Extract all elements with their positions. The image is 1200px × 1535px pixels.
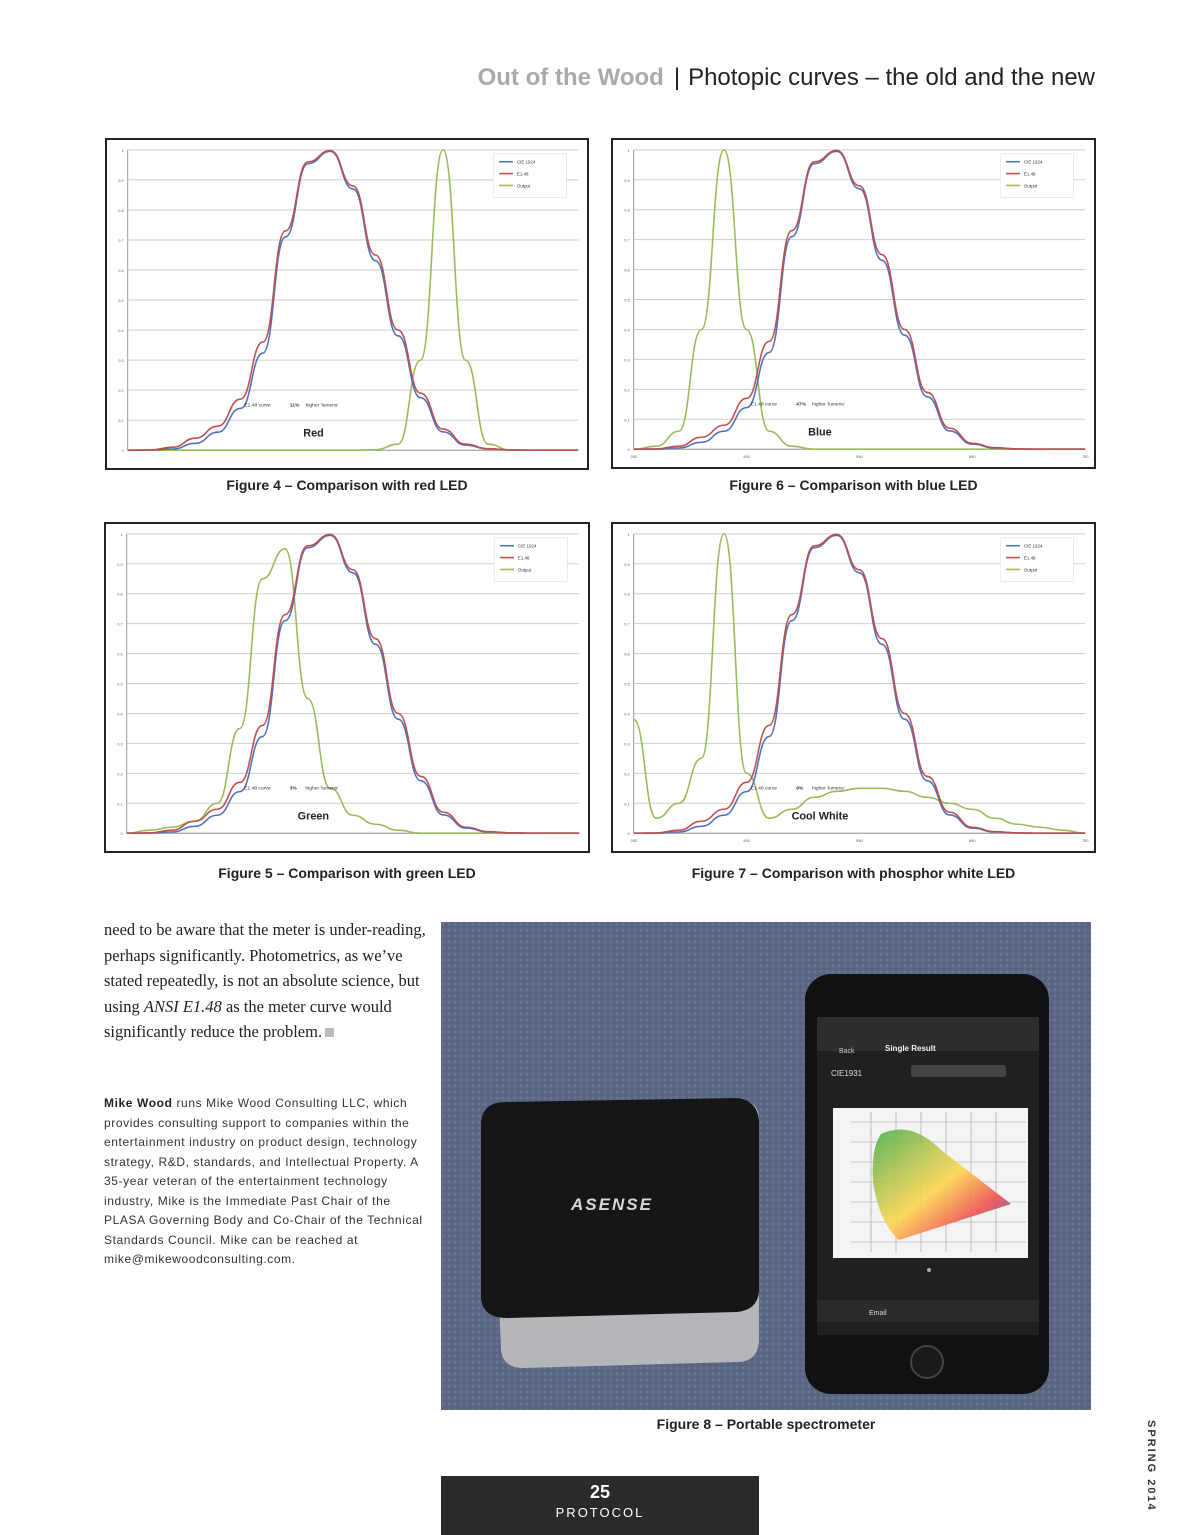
y-tick-label: 0 <box>120 831 123 837</box>
x-tick-label: 650 <box>969 838 976 844</box>
y-tick-label: 1 <box>627 147 630 153</box>
annotation-curve: E1.48 curve <box>750 402 778 408</box>
x-tick-label: 450 <box>743 454 750 460</box>
y-tick-label: 0.6 <box>117 651 123 657</box>
annotation-percent: 11% <box>289 403 300 409</box>
spectrometer-device <box>481 1098 759 1368</box>
x-tick-label: 550 <box>856 454 863 460</box>
y-tick-label: 0.1 <box>624 801 630 807</box>
chart-svg-blue <box>613 140 1094 467</box>
y-tick-label: 0.7 <box>118 237 124 243</box>
y-tick-label: 1 <box>121 147 124 153</box>
caption-figure-4: Figure 4 – Comparison with red LED <box>226 477 468 493</box>
header-separator: | <box>673 64 681 91</box>
y-tick-label: 0.4 <box>117 711 123 717</box>
phone-email-button: Email <box>869 1310 887 1317</box>
chart-annotation-label: Red <box>303 427 324 440</box>
y-tick-label: 0.4 <box>118 328 124 334</box>
page-header <box>478 64 1095 92</box>
annotation-tail: higher 'lumens' <box>812 786 845 792</box>
x-tick-label: 750 <box>1081 838 1089 844</box>
smartphone <box>805 974 1049 1394</box>
legend-label: Output <box>517 567 532 573</box>
page-footer <box>441 1476 759 1535</box>
annotation-percent: 47% <box>796 402 807 408</box>
y-tick-label: 0.9 <box>117 561 123 567</box>
annotation-percent: 9% <box>796 786 804 792</box>
article-title: Photopic curves – the old and the new <box>688 64 1095 91</box>
chart-figure-4 <box>105 138 589 470</box>
issue-side-label: SPRING 2014 <box>1145 1420 1157 1512</box>
legend-label: E1.48 <box>1023 555 1036 561</box>
y-tick-label: 0.2 <box>117 771 123 777</box>
caption-figure-8: Figure 8 – Portable spectrometer <box>656 1416 876 1432</box>
chart-annotation-label: Cool White <box>791 810 849 823</box>
legend-label: Output <box>516 183 531 189</box>
x-tick-label: 450 <box>743 838 750 844</box>
spectrometer-photo <box>441 922 1091 1410</box>
y-tick-label: 0.3 <box>118 358 124 364</box>
page-number: 25 <box>589 1482 611 1502</box>
y-tick-label: 0.7 <box>117 621 123 627</box>
y-tick-label: 0.2 <box>624 387 630 393</box>
author-bio <box>104 1094 424 1270</box>
chart-svg-red <box>107 140 587 468</box>
y-tick-label: 0.5 <box>624 297 630 303</box>
legend-label: CIE 1924 <box>1023 543 1043 549</box>
y-tick-label: 0.5 <box>624 681 630 687</box>
y-tick-label: 0.2 <box>118 388 124 394</box>
y-tick-label: 0.6 <box>624 651 630 657</box>
x-tick-label: 750 <box>1081 454 1089 460</box>
x-tick-label: 650 <box>969 454 976 460</box>
chart-annotation-label: Green <box>297 810 330 823</box>
y-tick-label: 0.9 <box>624 561 630 567</box>
y-tick-label: 0.5 <box>117 681 123 687</box>
y-tick-label: 0.8 <box>624 207 630 213</box>
x-tick-label: 550 <box>856 838 863 844</box>
chart-svg-cool-white <box>613 524 1094 851</box>
caption-figure-6: Figure 6 – Comparison with blue LED <box>729 477 978 493</box>
y-tick-label: 1 <box>627 531 630 537</box>
chart-svg-green <box>106 524 588 851</box>
phone-screen-title: Single Result <box>885 1044 936 1053</box>
legend-label: CIE 1924 <box>516 159 536 165</box>
y-tick-label: 0.7 <box>624 237 630 243</box>
y-tick-label: 0.9 <box>624 177 630 183</box>
y-tick-label: 0.3 <box>624 741 630 747</box>
y-tick-label: 0.8 <box>624 591 630 597</box>
annotation-curve: E1.48 curve <box>244 786 271 792</box>
annotation-tail: higher 'lumens' <box>812 402 845 408</box>
y-tick-label: 0.6 <box>624 267 630 273</box>
caption-figure-5: Figure 5 – Comparison with green LED <box>218 865 476 881</box>
y-tick-label: 0.2 <box>624 771 630 777</box>
photo-illustration <box>441 922 1091 1410</box>
body-text-a: need to be aware that the meter is under-reading, perhaps significantly. Photometrics, as we’ve stated repeatedly, is not an absolute science, but using <box>104 920 426 1016</box>
author-name: Mike Wood <box>104 1096 173 1110</box>
annotation-percent: 3% <box>289 786 297 792</box>
legend-label: E1.48 <box>516 171 529 177</box>
y-tick-label: 0.5 <box>118 298 124 304</box>
y-tick-label: 0 <box>627 831 630 837</box>
chart-figure-6 <box>611 138 1096 469</box>
y-tick-label: 0.8 <box>118 207 124 213</box>
legend-label: Output <box>1023 567 1038 573</box>
body-text-emphasis: ANSI E1.48 <box>143 996 222 1016</box>
y-tick-label: 0.1 <box>117 801 123 807</box>
caption-figure-7: Figure 7 – Comparison with phosphor white LED <box>691 865 1016 881</box>
chart-annotation-label: Blue <box>808 426 832 439</box>
annotation-curve: E1.48 curve <box>244 403 271 409</box>
y-tick-label: 0.1 <box>624 417 630 423</box>
author-bio-text: runs Mike Wood Consulting LLC, which provides consulting support to companies within the entertainment industry on product design, technology strategy, R&D, standards, and Intellectual Property. A 35-year veteran of the entertainment technology industry, Mike is the Immediate Past Chair of the PLASA Governing Body and Co-Chair of the Technical Standards Council. Mike can be reached at mike@mikewoodconsulting.com. <box>104 1096 423 1266</box>
y-tick-label: 0.7 <box>624 621 630 627</box>
x-tick-label: 350 <box>630 454 637 460</box>
phone-back-button: Back <box>839 1048 855 1055</box>
phone-home-button <box>911 1346 943 1378</box>
legend-label: E1.48 <box>517 555 530 561</box>
series-line <box>127 549 579 833</box>
phone-field-label: CIE1931 <box>831 1069 863 1078</box>
chart-figure-7 <box>611 522 1096 853</box>
y-tick-label: 1 <box>120 531 123 537</box>
y-tick-label: 0.3 <box>117 741 123 747</box>
x-tick-label: 350 <box>630 838 637 844</box>
article-body-text <box>104 917 429 1045</box>
chart-figure-5 <box>104 522 590 853</box>
annotation-curve: E1.48 curve <box>750 786 778 792</box>
y-tick-label: 0.3 <box>624 357 630 363</box>
legend-label: CIE 1924 <box>1023 159 1043 165</box>
annotation-tail: higher 'lumens' <box>305 403 339 409</box>
section-name: Out of the Wood <box>477 64 664 91</box>
annotation-tail: higher 'lumens' <box>305 786 339 792</box>
publication-name: PROTOCOL <box>555 1505 645 1520</box>
body-text-b: as the meter curve would significantly reduce the problem. <box>104 996 392 1042</box>
y-tick-label: 0.4 <box>624 327 630 333</box>
y-tick-label: 0 <box>627 447 630 453</box>
y-tick-label: 0.8 <box>117 591 123 597</box>
y-tick-label: 0.1 <box>118 418 124 424</box>
end-of-article-mark <box>325 1028 334 1037</box>
y-tick-label: 0.4 <box>624 711 630 717</box>
y-tick-label: 0.9 <box>118 177 124 183</box>
legend-label: E1.48 <box>1023 171 1036 177</box>
legend-label: Output <box>1023 183 1038 189</box>
y-tick-label: 0 <box>121 448 124 454</box>
device-brand-label: ASENSE <box>571 1195 653 1214</box>
legend-label: CIE 1924 <box>517 543 537 549</box>
y-tick-label: 0.6 <box>118 267 124 273</box>
